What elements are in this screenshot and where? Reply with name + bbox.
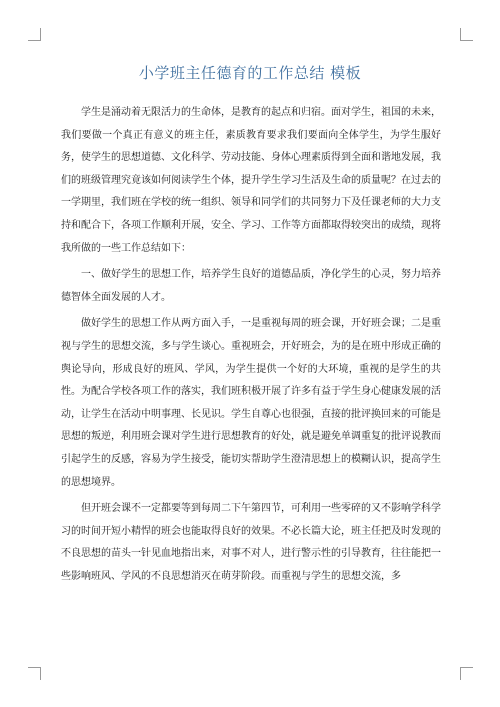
paragraph-intro: 学生是涌动着无限活力的生命体，是教育的起点和归宿。面对学生，祖国的未来，我们要做一个真正有意义的班主任，素质教育要求我们要面向全体学生，为学生服好务，使学生的思想道德、文化科学、劳动技能、身体心理素质得到全面和谐地发展，我们的班级管理究竟该如何阅读学生个体，提升学生学习生活及生命的质量呢？在过去的一学期里，我们班在学校的统一组织、领导和同学们的共同努力下及任课老师的大力支持和配合下，各项工作顺利开展，安全、学习、工作等方面都取得较突出的成绩，现将我所做的一些工作总结如下： (61, 107, 441, 254)
paragraph-section-heading: 一、做好学生的思想工作，培养学生良好的道德品质，净化学生的心灵，努力培养德智体全面发展的人才。 (61, 269, 441, 303)
crop-mark-top-left (28, 28, 41, 41)
document-body (61, 102, 441, 592)
paragraph-thought-work: 做好学生的思想工作从两方面入手，一是重视每周的班会课，开好班会课；二是重视与学生的思想交流，多与学生谈心。重视班会，开好班会，为的是在班中形成正确的舆论导向，形成良好的班风、学风，为学生提供一个好的大环境，重视的是学生的共性。为配合学校各项工作的落实，我们班积极开展了许多有益于学生身心健康发展的活动，让学生在活动中明事理、长见识。学生自尊心也很强，直接的批评换回来的可能是思想的叛逆，利用班会课对学生进行思想教育的好处，就是避免单调重复的批评说教而引起学生的反感，容易为学生接受，能切实帮助学生澄清思想上的模糊认识，提高学生的思想境界。 (61, 318, 441, 488)
document-title: 小学班主任德育的工作总结 模板 (138, 64, 362, 82)
crop-mark-bottom-right (460, 667, 473, 680)
paragraph-class-meeting: 但开班会课不一定都要等到每周二下午第四节，可利用一些零碎的又不影响学科学习的时间开短小精悍的班会也能取得良好的效果。不必长篇大论，班主任把及时发现的不良思想的苗头一针见血地指出来，对事不对人，进行警示性的引导教育，往往能把一些影响班风、学风的不良思想消灭在萌芽阶段。而重视与学生的思想交流，多 (61, 503, 441, 582)
crop-mark-top-right (460, 28, 473, 41)
crop-mark-bottom-left (28, 667, 41, 680)
